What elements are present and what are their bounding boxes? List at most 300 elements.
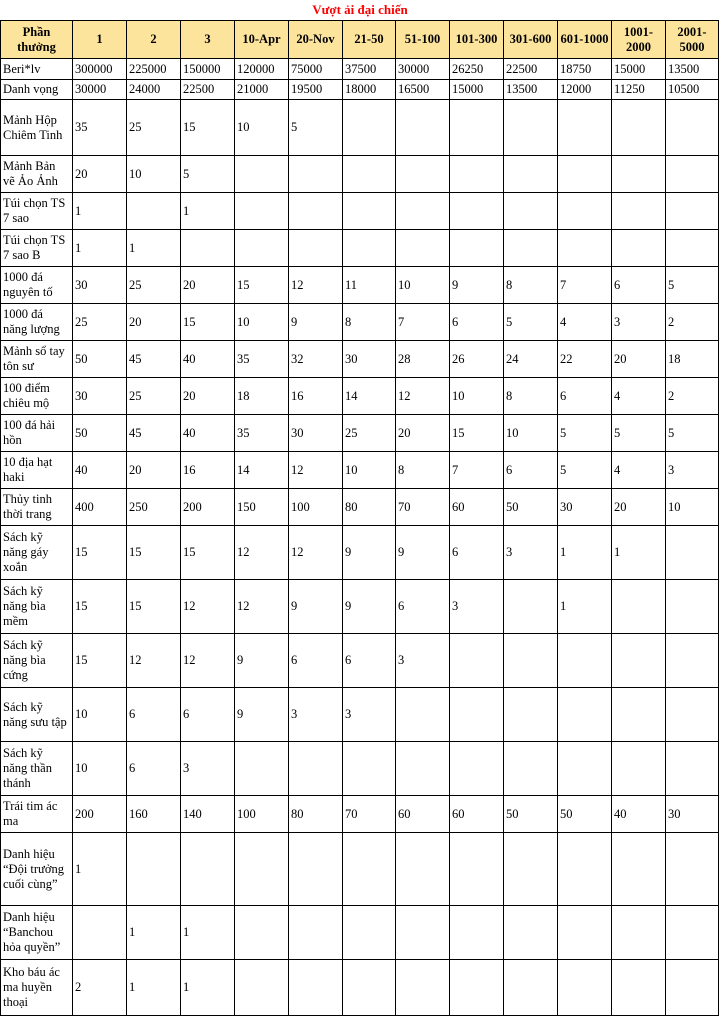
reward-value [666, 230, 719, 267]
reward-value [666, 580, 719, 634]
reward-value: 30000 [73, 80, 127, 100]
reward-value: 50 [73, 415, 127, 452]
header-rank: 2001-5000 [666, 21, 719, 59]
reward-value [289, 906, 343, 960]
reward-value: 2 [73, 960, 127, 1016]
reward-value [612, 688, 666, 742]
reward-value: 4 [612, 452, 666, 489]
reward-value [396, 906, 450, 960]
reward-value: 7 [450, 452, 504, 489]
reward-value: 80 [343, 489, 396, 526]
reward-value [504, 833, 558, 906]
reward-value: 1 [73, 230, 127, 267]
reward-value: 16500 [396, 80, 450, 100]
reward-value [504, 688, 558, 742]
reward-value: 1 [181, 906, 235, 960]
reward-value: 9 [289, 580, 343, 634]
reward-value [612, 906, 666, 960]
reward-value: 37500 [343, 59, 396, 80]
reward-value: 30 [558, 489, 612, 526]
reward-value: 11 [343, 267, 396, 304]
reward-value [450, 742, 504, 796]
reward-value [450, 230, 504, 267]
table-row [1, 100, 719, 156]
reward-value: 10 [666, 489, 719, 526]
reward-value: 5 [504, 304, 558, 341]
reward-value [289, 833, 343, 906]
reward-value [504, 193, 558, 230]
reward-value: 9 [343, 526, 396, 580]
table-row [1, 415, 719, 452]
reward-value: 10 [396, 267, 450, 304]
reward-value [396, 230, 450, 267]
reward-value: 5 [181, 156, 235, 193]
reward-value: 25 [127, 267, 181, 304]
reward-value: 150 [235, 489, 289, 526]
reward-value: 15 [181, 304, 235, 341]
reward-value: 8 [504, 378, 558, 415]
reward-value: 25 [343, 415, 396, 452]
reward-value [343, 230, 396, 267]
reward-value: 30 [666, 796, 719, 833]
reward-value: 50 [504, 796, 558, 833]
reward-value: 15 [450, 415, 504, 452]
reward-value: 1 [73, 833, 127, 906]
reward-value [450, 833, 504, 906]
reward-value: 9 [396, 526, 450, 580]
reward-value: 10 [235, 100, 289, 156]
table-row [1, 80, 719, 100]
reward-name: Thủy tinh thời trang [1, 489, 73, 526]
table-row [1, 833, 719, 906]
reward-value: 20 [181, 378, 235, 415]
reward-value: 20 [127, 452, 181, 489]
header-rank: 1 [73, 21, 127, 59]
reward-value: 40 [181, 341, 235, 378]
reward-value: 1 [612, 526, 666, 580]
table-row [1, 526, 719, 580]
reward-value: 4 [558, 304, 612, 341]
reward-value: 6 [612, 267, 666, 304]
reward-value: 30 [289, 415, 343, 452]
reward-value: 13500 [504, 80, 558, 100]
header-rank: 21-50 [343, 21, 396, 59]
reward-value [127, 833, 181, 906]
table-row [1, 193, 719, 230]
reward-value: 2 [666, 378, 719, 415]
table-row [1, 580, 719, 634]
reward-value: 12 [181, 580, 235, 634]
reward-value: 10 [343, 452, 396, 489]
reward-value [235, 156, 289, 193]
reward-value: 30 [73, 267, 127, 304]
reward-value: 14 [235, 452, 289, 489]
reward-value: 70 [396, 489, 450, 526]
reward-value [396, 100, 450, 156]
reward-value: 25 [127, 100, 181, 156]
reward-value: 12 [181, 634, 235, 688]
reward-value [343, 193, 396, 230]
reward-value [396, 193, 450, 230]
reward-name: Sách kỹ năng gáy xoắn [1, 526, 73, 580]
reward-value: 18 [666, 341, 719, 378]
reward-value [558, 742, 612, 796]
reward-value: 8 [343, 304, 396, 341]
reward-name: 1000 đá nguyên tố [1, 267, 73, 304]
reward-table [0, 20, 719, 1016]
header-reward: Phần thưởng [1, 21, 73, 59]
reward-value: 5 [558, 452, 612, 489]
reward-value [612, 833, 666, 906]
reward-value: 18000 [343, 80, 396, 100]
reward-value: 15 [181, 100, 235, 156]
reward-value [343, 833, 396, 906]
table-row [1, 341, 719, 378]
header-rank: 51-100 [396, 21, 450, 59]
reward-value [343, 156, 396, 193]
header-rank: 10-Apr [235, 21, 289, 59]
reward-value [289, 193, 343, 230]
reward-value: 60 [396, 796, 450, 833]
reward-value: 16 [289, 378, 343, 415]
reward-value: 45 [127, 415, 181, 452]
reward-name: 100 điểm chiêu mộ [1, 378, 73, 415]
reward-value: 1 [127, 906, 181, 960]
reward-value: 16 [181, 452, 235, 489]
reward-value: 6 [504, 452, 558, 489]
reward-value: 18 [235, 378, 289, 415]
reward-value: 12 [289, 267, 343, 304]
reward-value: 5 [558, 415, 612, 452]
reward-value: 10 [504, 415, 558, 452]
reward-value [504, 156, 558, 193]
reward-name: Sách kỹ năng bìa cứng [1, 634, 73, 688]
reward-value: 60 [450, 489, 504, 526]
reward-value [504, 960, 558, 1016]
reward-value: 26250 [450, 59, 504, 80]
table-row [1, 489, 719, 526]
reward-value [396, 742, 450, 796]
reward-value: 15 [127, 526, 181, 580]
reward-name: Túi chọn TS 7 sao [1, 193, 73, 230]
reward-value: 20 [612, 341, 666, 378]
reward-value: 12 [127, 634, 181, 688]
reward-value [558, 156, 612, 193]
reward-value: 20 [396, 415, 450, 452]
reward-value: 20 [73, 156, 127, 193]
reward-value: 40 [181, 415, 235, 452]
reward-value: 300000 [73, 59, 127, 80]
reward-value: 50 [504, 489, 558, 526]
reward-value: 8 [396, 452, 450, 489]
reward-value [612, 742, 666, 796]
reward-name: Danh vọng [1, 80, 73, 100]
reward-value: 35 [73, 100, 127, 156]
reward-value: 12 [396, 378, 450, 415]
reward-value [450, 156, 504, 193]
reward-value: 20 [127, 304, 181, 341]
reward-value [612, 634, 666, 688]
header-rank: 3 [181, 21, 235, 59]
reward-value: 28 [396, 341, 450, 378]
reward-value: 3 [450, 580, 504, 634]
reward-value: 1 [73, 193, 127, 230]
reward-value: 7 [558, 267, 612, 304]
header-rank: 1001-2000 [612, 21, 666, 59]
reward-value: 3 [612, 304, 666, 341]
reward-value [396, 960, 450, 1016]
reward-name: Mảnh sổ tay tôn sư [1, 341, 73, 378]
reward-value [235, 193, 289, 230]
reward-value: 200 [73, 796, 127, 833]
reward-value [612, 156, 666, 193]
reward-value: 6 [558, 378, 612, 415]
reward-name: 1000 đá năng lượng [1, 304, 73, 341]
table-row [1, 452, 719, 489]
reward-value: 12 [235, 526, 289, 580]
reward-value: 7 [396, 304, 450, 341]
reward-value [235, 906, 289, 960]
reward-name: Túi chọn TS 7 sao B [1, 230, 73, 267]
header-rank: 101-300 [450, 21, 504, 59]
reward-value: 10500 [666, 80, 719, 100]
reward-value [666, 688, 719, 742]
reward-value: 30 [73, 378, 127, 415]
reward-value: 100 [235, 796, 289, 833]
reward-name: Sách kỹ năng sưu tập [1, 688, 73, 742]
reward-value [289, 156, 343, 193]
reward-value [235, 833, 289, 906]
reward-value [558, 906, 612, 960]
reward-name: Mảnh Bản vẽ Ảo Ảnh [1, 156, 73, 193]
reward-value: 45 [127, 341, 181, 378]
reward-value: 22500 [181, 80, 235, 100]
reward-value [504, 100, 558, 156]
reward-value [666, 742, 719, 796]
reward-value [504, 906, 558, 960]
header-rank: 2 [127, 21, 181, 59]
reward-value: 20 [612, 489, 666, 526]
reward-value [343, 742, 396, 796]
reward-value: 25 [127, 378, 181, 415]
reward-value [289, 230, 343, 267]
reward-value: 21000 [235, 80, 289, 100]
reward-value [450, 193, 504, 230]
table-row [1, 267, 719, 304]
reward-value: 9 [289, 304, 343, 341]
reward-value [558, 100, 612, 156]
reward-value: 35 [235, 341, 289, 378]
table-row [1, 230, 719, 267]
reward-value: 70 [343, 796, 396, 833]
reward-value [612, 960, 666, 1016]
reward-value: 15 [181, 526, 235, 580]
header-rank: 601-1000 [558, 21, 612, 59]
reward-value: 3 [396, 634, 450, 688]
reward-value: 11250 [612, 80, 666, 100]
reward-value: 10 [450, 378, 504, 415]
reward-value: 25 [73, 304, 127, 341]
table-row [1, 378, 719, 415]
reward-value [235, 230, 289, 267]
reward-value [504, 634, 558, 688]
reward-value: 3 [343, 688, 396, 742]
table-row [1, 634, 719, 688]
reward-name: Danh hiệu “Đội trưởng cuối cùng” [1, 833, 73, 906]
reward-value: 15 [127, 580, 181, 634]
reward-value: 12 [235, 580, 289, 634]
reward-value: 5 [666, 267, 719, 304]
reward-value: 12000 [558, 80, 612, 100]
reward-value: 30000 [396, 59, 450, 80]
reward-value: 14 [343, 378, 396, 415]
reward-value: 2 [666, 304, 719, 341]
reward-value [289, 960, 343, 1016]
reward-value [666, 833, 719, 906]
reward-value [504, 230, 558, 267]
reward-value: 6 [450, 526, 504, 580]
reward-value: 15 [73, 580, 127, 634]
reward-value: 10 [127, 156, 181, 193]
reward-value [558, 193, 612, 230]
reward-value [504, 580, 558, 634]
reward-value: 50 [73, 341, 127, 378]
reward-value [558, 833, 612, 906]
reward-value: 250 [127, 489, 181, 526]
header-rank: 301-600 [504, 21, 558, 59]
reward-value: 1 [181, 193, 235, 230]
reward-value: 9 [235, 634, 289, 688]
reward-value: 15 [235, 267, 289, 304]
header-rank: 20-Nov [289, 21, 343, 59]
reward-value: 3 [181, 742, 235, 796]
reward-value [343, 906, 396, 960]
reward-value: 5 [612, 415, 666, 452]
reward-value: 10 [235, 304, 289, 341]
reward-value: 9 [343, 580, 396, 634]
reward-value: 6 [396, 580, 450, 634]
reward-value: 1 [558, 580, 612, 634]
table-row [1, 304, 719, 341]
reward-name: 10 địa hạt haki [1, 452, 73, 489]
reward-name: Sách kỹ năng thần thánh [1, 742, 73, 796]
reward-value: 160 [127, 796, 181, 833]
reward-value: 15000 [450, 80, 504, 100]
reward-value [612, 580, 666, 634]
reward-value [450, 906, 504, 960]
reward-value: 9 [450, 267, 504, 304]
reward-value [343, 100, 396, 156]
reward-value: 225000 [127, 59, 181, 80]
reward-value: 5 [666, 415, 719, 452]
reward-value [666, 526, 719, 580]
table-row [1, 156, 719, 193]
reward-value: 75000 [289, 59, 343, 80]
reward-value: 120000 [235, 59, 289, 80]
reward-name: Danh hiệu “Banchou hỏa quyền” [1, 906, 73, 960]
reward-value: 6 [127, 742, 181, 796]
reward-value [666, 156, 719, 193]
reward-value: 150000 [181, 59, 235, 80]
reward-value: 5 [289, 100, 343, 156]
reward-value [235, 960, 289, 1016]
header-row [1, 21, 719, 59]
reward-value: 1 [127, 960, 181, 1016]
reward-value: 80 [289, 796, 343, 833]
reward-value [127, 193, 181, 230]
reward-value [612, 100, 666, 156]
reward-value: 12 [289, 526, 343, 580]
reward-value: 10 [73, 688, 127, 742]
reward-value: 1 [181, 960, 235, 1016]
reward-value [666, 960, 719, 1016]
reward-value: 6 [450, 304, 504, 341]
reward-value [450, 960, 504, 1016]
reward-value: 1 [127, 230, 181, 267]
reward-value [181, 833, 235, 906]
reward-value: 140 [181, 796, 235, 833]
reward-value: 19500 [289, 80, 343, 100]
reward-value: 4 [612, 378, 666, 415]
reward-value: 22 [558, 341, 612, 378]
reward-value: 6 [127, 688, 181, 742]
reward-value: 10 [73, 742, 127, 796]
reward-value: 100 [289, 489, 343, 526]
reward-value: 26 [450, 341, 504, 378]
reward-value: 15 [73, 634, 127, 688]
reward-value [666, 193, 719, 230]
reward-value [450, 634, 504, 688]
reward-value: 1 [558, 526, 612, 580]
reward-value: 3 [504, 526, 558, 580]
reward-value [396, 688, 450, 742]
table-row [1, 742, 719, 796]
table-row [1, 960, 719, 1016]
reward-value: 35 [235, 415, 289, 452]
reward-value: 60 [450, 796, 504, 833]
reward-value [558, 634, 612, 688]
table-row [1, 688, 719, 742]
reward-value: 200 [181, 489, 235, 526]
reward-value: 22500 [504, 59, 558, 80]
reward-value [181, 230, 235, 267]
reward-name: 100 đá hải hồn [1, 415, 73, 452]
reward-value [666, 906, 719, 960]
reward-value: 50 [558, 796, 612, 833]
reward-value: 6 [343, 634, 396, 688]
reward-value: 24 [504, 341, 558, 378]
reward-value: 18750 [558, 59, 612, 80]
reward-value: 40 [73, 452, 127, 489]
reward-name: Mảnh Hộp Chiêm Tinh [1, 100, 73, 156]
reward-value: 30 [343, 341, 396, 378]
reward-value [289, 742, 343, 796]
table-row [1, 796, 719, 833]
reward-value: 6 [289, 634, 343, 688]
reward-value [343, 960, 396, 1016]
reward-value: 32 [289, 341, 343, 378]
reward-value: 15 [73, 526, 127, 580]
reward-value [504, 742, 558, 796]
reward-value: 20 [181, 267, 235, 304]
reward-value [235, 742, 289, 796]
reward-value: 6 [181, 688, 235, 742]
reward-value [450, 688, 504, 742]
reward-value: 9 [235, 688, 289, 742]
table-row [1, 59, 719, 80]
reward-value: 8 [504, 267, 558, 304]
reward-value [396, 156, 450, 193]
